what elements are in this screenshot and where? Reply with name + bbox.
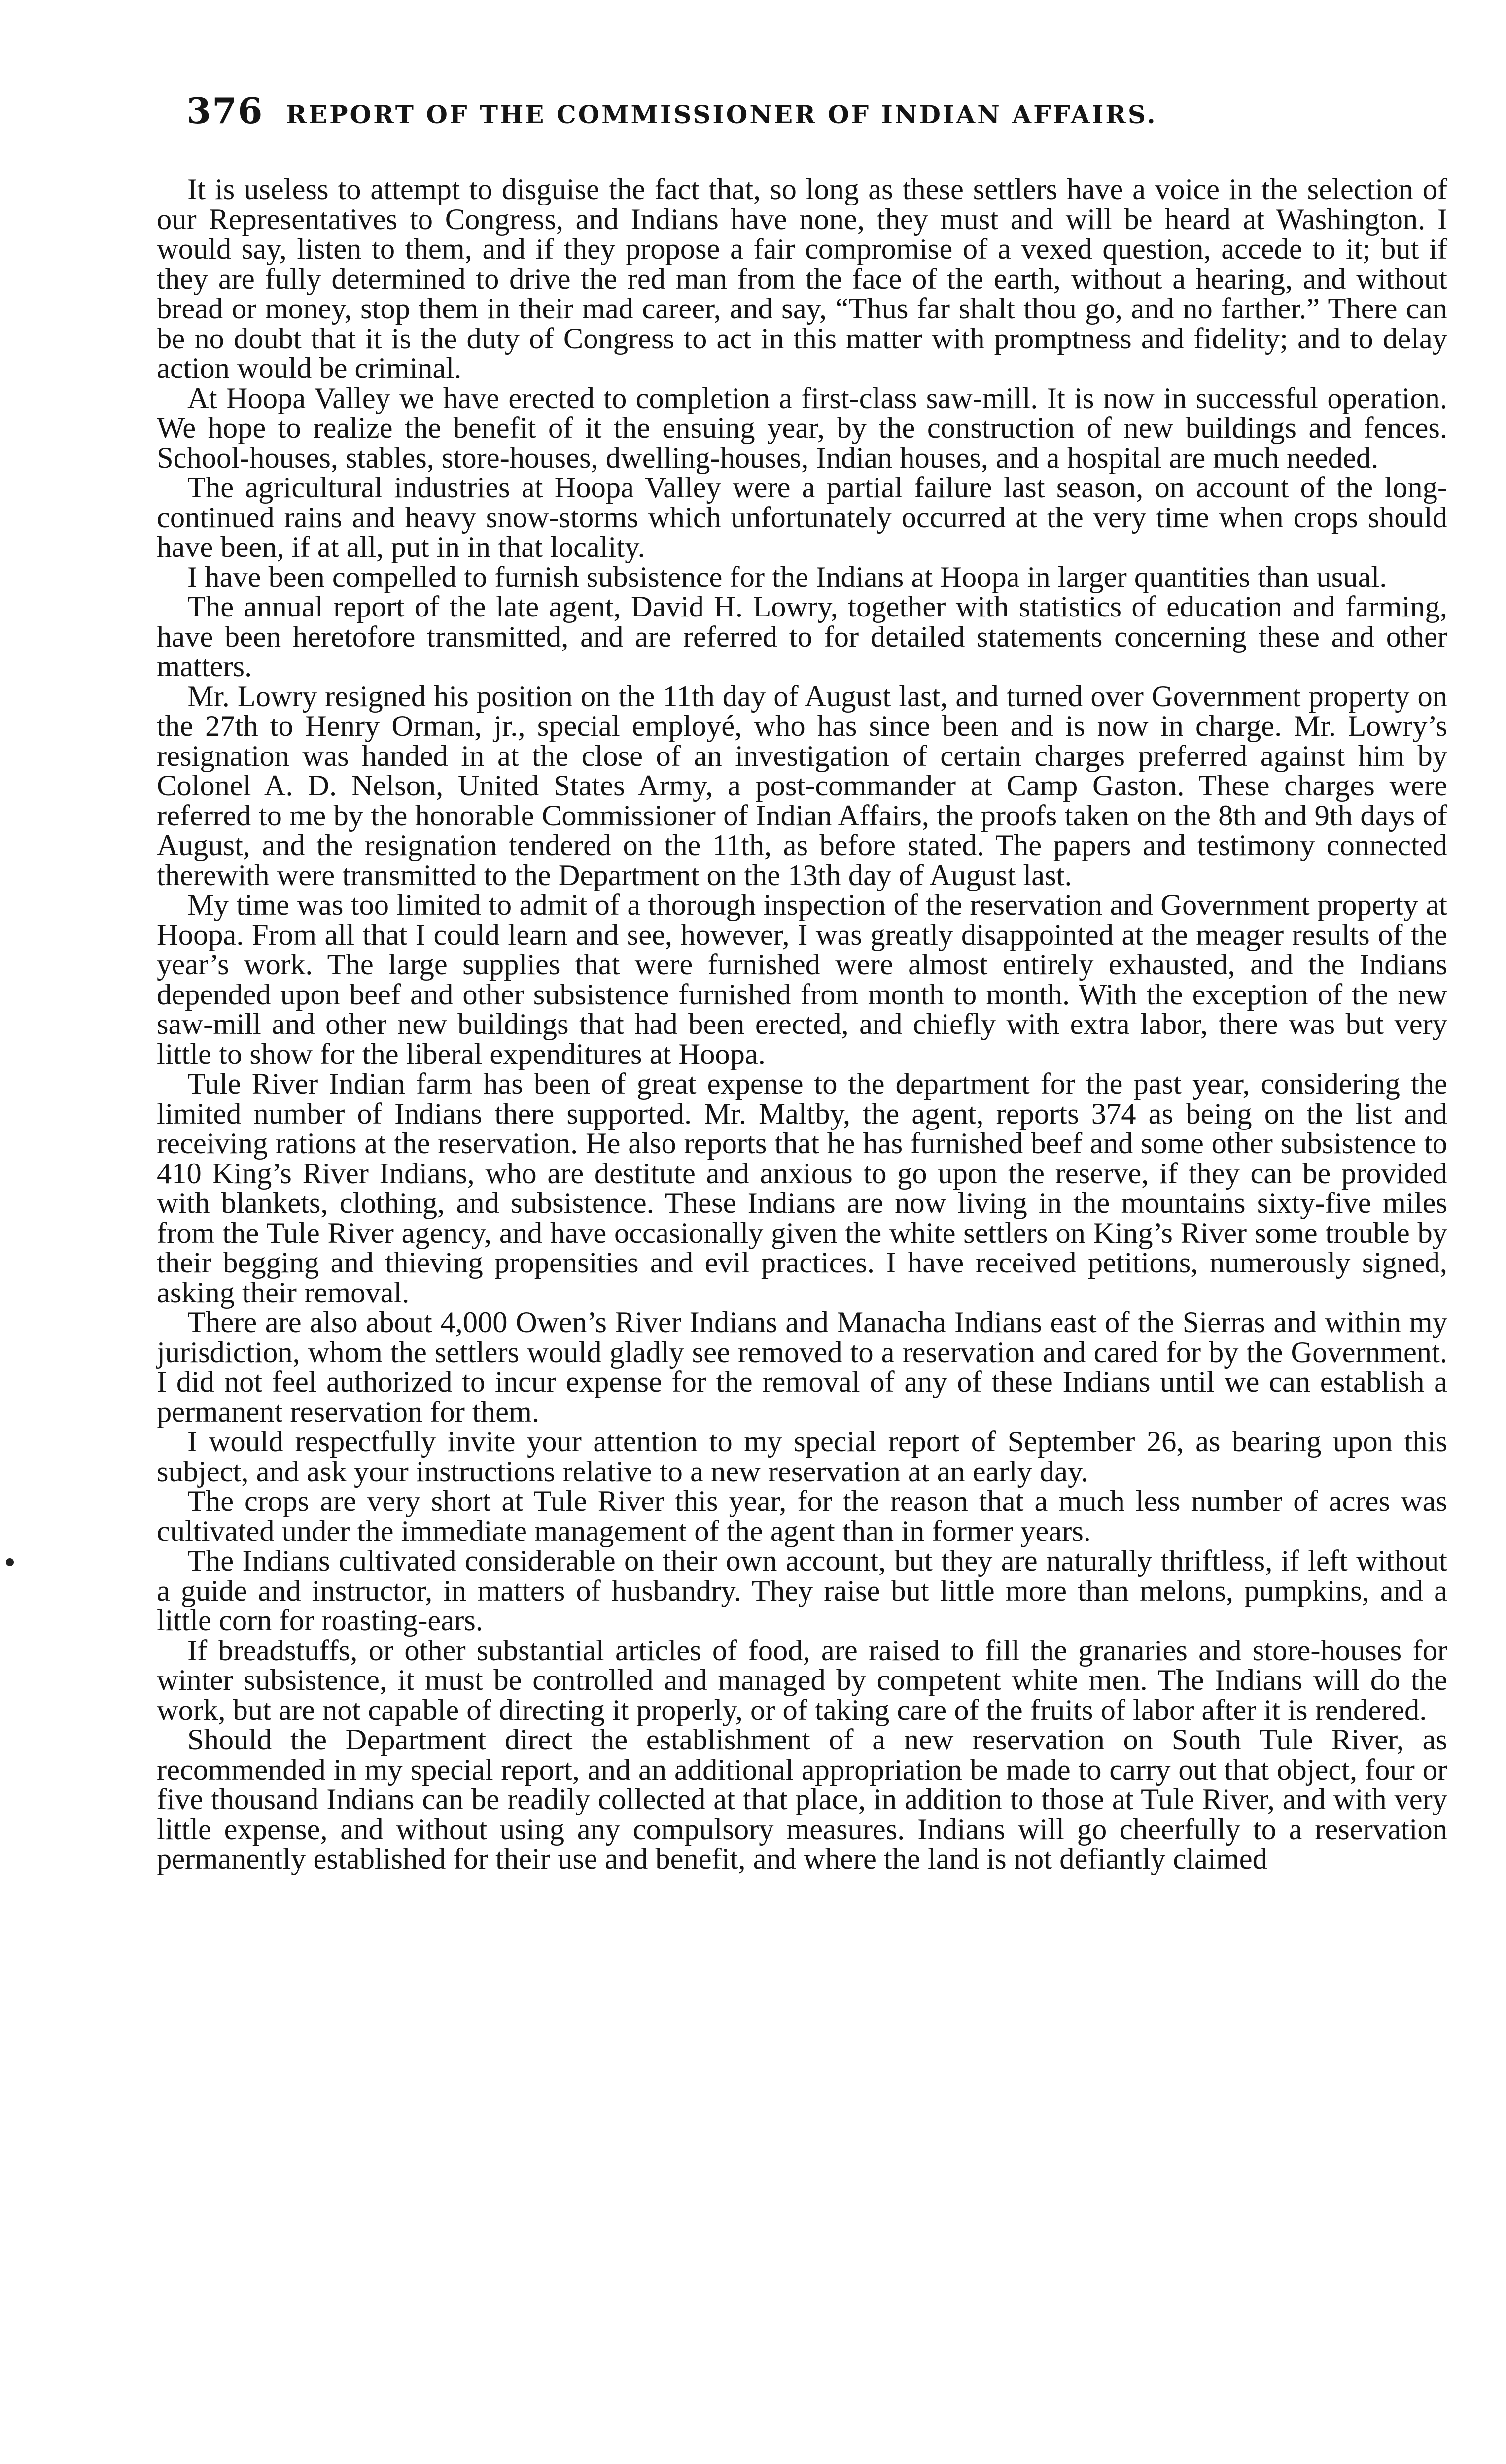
paragraph-hoopa-subsistence: I have been compelled to furnish subsistence for the Indians at Hoopa in larger quantities than usual.: [187, 560, 1387, 594]
paragraph-hoopa-agriculture: The agricultural industries at Hoopa Valley were a partial failure last season, on account of the long-continued rains and heavy snow-storms which unfortunately occurred at the very time when crops should have been, if at all, put in in that locality.: [157, 471, 1447, 564]
paragraph-lowry-report: The annual report of the late agent, David H. Lowry, together with statistics of education and farming, have been heretofore transmitted, and are referred to for detailed statements concerning these and other matters.: [157, 590, 1447, 683]
paragraph-indian-cultivation: The Indians cultivated considerable on their own account, but they are naturally thriftless, if left without a guide and instructor, in matters of husbandry. They raise but little more than melons, pumpkins, and a little corn for roasting-ears.: [157, 1544, 1447, 1637]
margin-mark: [6, 1558, 14, 1566]
paragraph-congress-duty: It is useless to attempt to disguise the fact that, so long as these settlers have a voice in the selection of our Representatives to Congress, and Indians have none, they must and will be heard at Washington. I would say, listen to them, and if they propose a fair compromise of a vexed question, accede to it; but if they are fully determined to drive the red man from the face of the earth, without a hearing, and without bread or money, stop them in their mad career, and say, “Thus far shalt thou go, and no farther.” There can be no doubt that it is the duty of Congress to act in this matter with promptness and fidelity; and to delay action would be criminal.: [157, 173, 1447, 385]
report-body: [157, 175, 1447, 1875]
running-head: REPORT OF THE COMMISSIONER OF INDIAN AFFAIRS.: [286, 100, 1157, 129]
paragraph-hoopa-saw-mill: At Hoopa Valley we have erected to completion a first-class saw-mill. It is now in successful operation. We hope to realize the benefit of it the ensuing year, by the construction of new buildings and fences. School-houses, stables, store-houses, dwelling-houses, Indian houses, and a hospital are much needed.: [157, 381, 1447, 475]
paragraph-owens-river-indians: There are also about 4,000 Owen’s River Indians and Manacha Indians east of the Sierras and within my jurisdiction, whom the settlers would gladly see removed to a reservation and cared for by the Government. I did not feel authorized to incur expense for the removal of any of these Indians until we can establish a permanent reservation for them.: [157, 1306, 1447, 1429]
paragraph-tule-river-farm: Tule River Indian farm has been of great expense to the department for the past year, considering the limited number of Indians there supported. Mr. Maltby, the agent, reports 374 as being on the list and receiving rations at the reservation. He also reports that he has furnished beef and some other subsistence to 410 King’s River Indians, who are destitute and anxious to go upon the reserve, if they can be provided with blankets, clothing, and subsistence. These Indians are now living in the mountains sixty-five miles from the Tule River agency, and have occasionally given the white settlers on King’s River some trouble by their begging and thieving propensities and evil practices. I have received petitions, numerously signed, asking their removal.: [157, 1067, 1447, 1309]
page-number: 376: [186, 90, 264, 132]
paragraph-tule-river-crops: The crops are very short at Tule River this year, for the reason that a much less number of acres was cultivated under the immediate management of the agent than in former years.: [157, 1485, 1447, 1548]
paragraph-breadstuffs: If breadstuffs, or other substantial articles of food, are raised to fill the granaries and store-houses for winter subsistence, it must be controlled and managed by competent white men. The Indians will do the work, but are not capable of directing it properly, or of taking care of the fruits of labor after it is rendered.: [157, 1634, 1447, 1727]
page-header: [186, 90, 1355, 144]
paragraph-special-report: I would respectfully invite your attention to my special report of September 26, as bearing upon this subject, and ask your instructions relative to a new reservation at an early day.: [157, 1425, 1447, 1488]
paragraph-lowry-resignation: Mr. Lowry resigned his position on the 11th day of August last, and turned over Government property on the 27th to Henry Orman, jr., special employé, who has since been and is now in charge. Mr. Lowry’s resignation was handed in at the close of an investigation of certain charges preferred against him by Colonel A. D. Nelson, United States Army, a post-commander at Camp Gaston. These charges were referred to me by the honorable Commissioner of Indian Affairs, the proofs taken on the 8th and 9th days of August, and the resignation tendered on the 11th, as before stated. The papers and testimony connected therewith were transmitted to the Department on the 13th day of August last.: [157, 680, 1447, 892]
paragraph-south-tule-reservation: Should the Department direct the establishment of a new reservation on South Tule River, as recommended in my special report, and an additional appropriation be made to carry out that object, four or five thousand Indians can be readily collected at that place, in addition to those at Tule River, and with very little expense, and without using any compulsory measures. Indians will go cheerfully to a reservation permanently established for their use and benefit, and where the land is not defiantly claimed: [157, 1723, 1447, 1876]
paragraph-hoopa-inspection: My time was too limited to admit of a thorough inspection of the reservation and Government property at Hoopa. From all that I could learn and see, however, I was greatly disappointed at the meager results of the year’s work. The large supplies that were furnished were almost entirely exhausted, and the Indians depended upon beef and other subsistence furnished from month to month. With the exception of the new saw-mill and other new buildings that had been erected, and chiefly with extra labor, there was but very little to show for the liberal expenditures at Hoopa.: [157, 889, 1447, 1071]
